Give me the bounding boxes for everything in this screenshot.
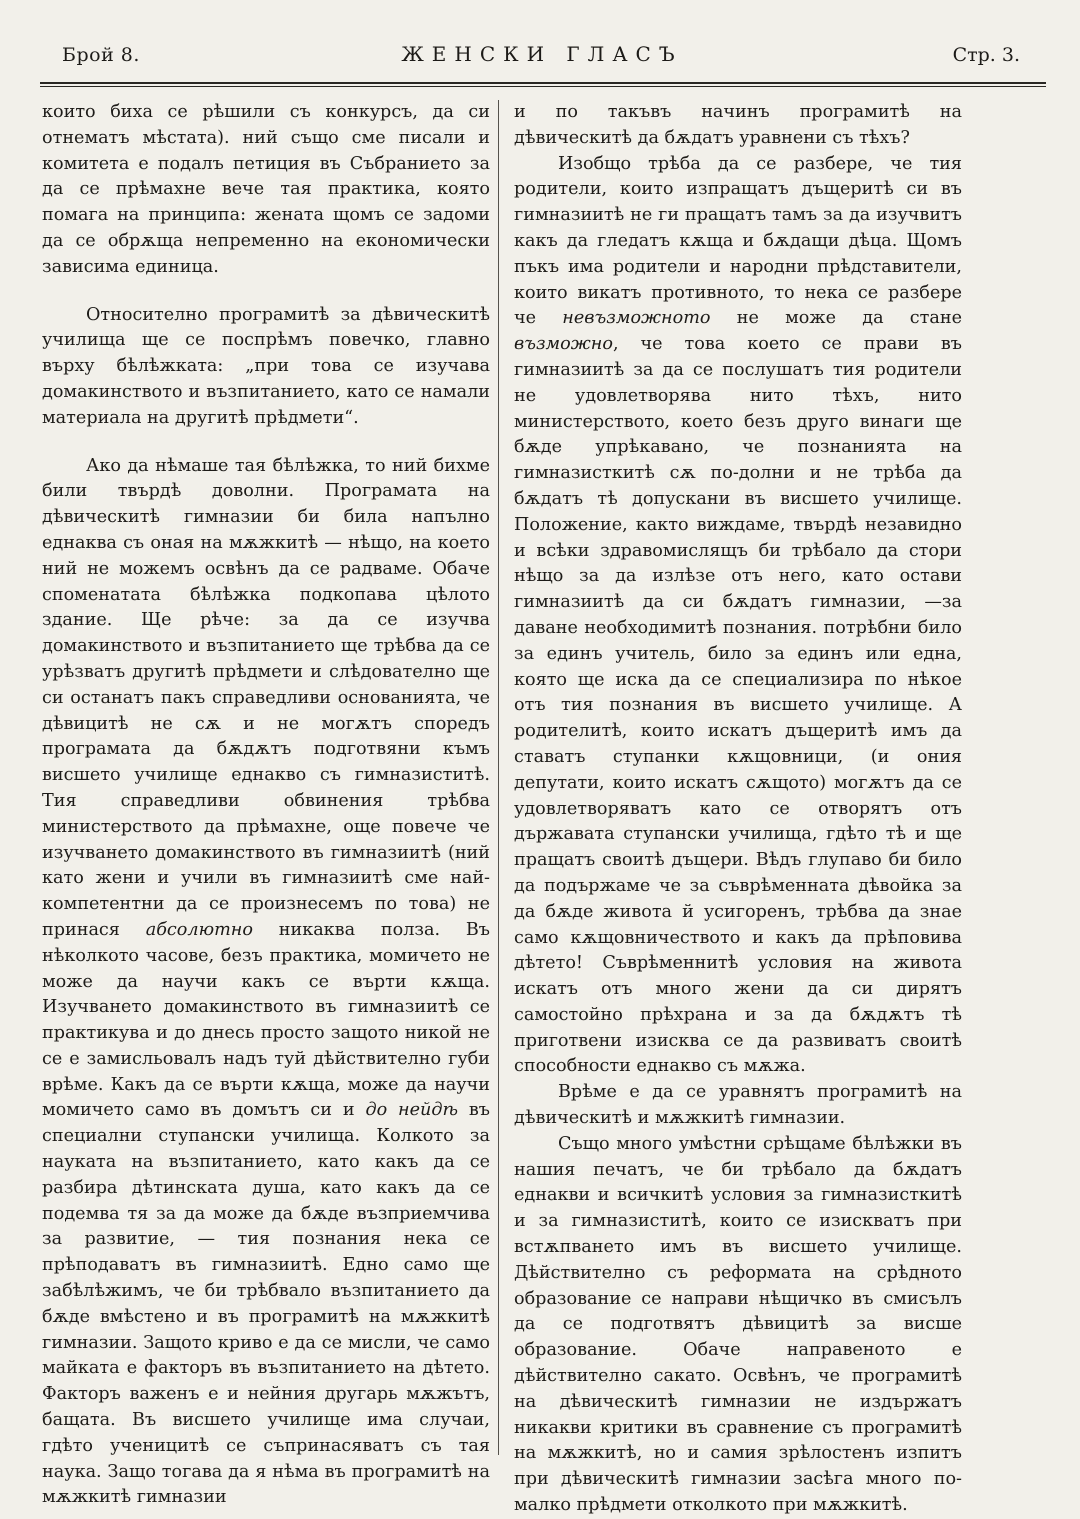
paragraph (42, 454, 490, 1512)
italic-word: възможно (514, 334, 613, 355)
text-run: въ специални ступански училища. Колкото за науката на възпитанието, като какъ да се разбира дѣтинската душа, като какъ да се подемва тя за да може да бѫде възприемчива за развитие, — тия познания нека се прѣподаватъ въ гимназиитѣ. Едно само ще забѣлѣжимъ, че би трѣбвало възпитанието да бѫде вмѣстено и въ програмитѣ на мѫжкитѣ гимназии. Защото криво е да се мисли, че само майката е факторъ въ възпитанието на дѣтето. Факторъ важенъ е и нейния другарь мѫжътъ, бащата. Въ висшето училище има случаи, гдѣто ученицитѣ се съпринасяватъ съ тая наука. Защо тогава да я нѣма въ програмитѣ на мѫжкитѣ гимназии (42, 1100, 490, 1508)
text-run: Ако да нѣмаше тая бѣлѣжка, то ний бихме били твърдѣ доволни. Програмата на дѣвическитѣ гимназии би била напълно еднаква съ оная на мѫжкитѣ — нѣщо, на което ний не можемъ освѣнъ да се радваме. Обаче споменатата бѣлѣжка подкопава цѣлото здание. Ще рѣче: за да се изучва домакинството и възпитанието ще трѣбва да се урѣзватъ другитѣ прѣдмети и слѣдователно ще си останатъ пакъ справедливи основанията, че дѣвицитѣ не сѫ и не могѫтъ споредъ програмата да бѫдѫтъ подготвяни къмъ висшето училище еднакво съ гимназиститѣ. Тия справедливи обвинения трѣбва министерството да прѣмахне, още повече че изучването домакинството въ гимназиитѣ (ний като жени и учили въ гимназиитѣ сме най-компетентни да се произнесемъ по това) не принася (42, 455, 490, 940)
italic-word: до нейдѣ (365, 1100, 459, 1121)
paragraph: Също много умѣстни срѣщаме бѣлѣжки въ нашия печатъ, че би трѣбало да бѫдатъ еднакви и всичкитѣ условия за гимназисткитѣ и за гимназиститѣ, които се изискватъ при встѫпването имъ въ висшето училище. Дѣйствително съ реформата на срѣдното образование се направи нѣщичко въ смисълъ да се подготвятъ дѣвицитѣ за висше образование. Обаче направеното е дѣйствително сакато. Освѣнъ, че програмитѣ на дѣвическитѣ гимназии не издържатъ никакви критики въ сравнение съ програмитѣ на мѫжкитѣ, но и самия зрѣлостенъ изпитъ при дѣвическитѣ гимназии засѣга много по-малко прѣдмети отколкото при мѫжкитѣ. (514, 1133, 962, 1516)
left-column (42, 100, 490, 1511)
italic-word: невъзможното (562, 308, 711, 329)
text-run: Изобщо трѣба да се разбере, че тия родители, които изпращатъ дъщеритѣ си въ гимназиитѣ не ги пращатъ тамъ за да изучвитъ какъ да гледатъ кѫща и бѫдащи дѣца. Щомъ пъкъ има родители и народни прѣдставители, които викатъ противното, то нека се разбере че (514, 153, 962, 329)
text-run: никаква полза. Въ нѣколкото часове, безъ практика, момичето не може да научи какъ се върти кѫща. Изучването домакинството въ гимназиитѣ се практикува и до днесь просто защото никой не се е замисльовалъ надъ туй дѣйствително губи врѣме. Какъ да се върти кѫща, може да научи момичето само въ домътъ си и (42, 919, 490, 1121)
paragraph: Врѣме е да се уравнятъ програмитѣ на дѣвическитѣ и мѫжкитѣ гимназии. (514, 1082, 962, 1129)
page-header (42, 38, 1042, 72)
text-run: не може да стане (710, 308, 963, 329)
paragraph: които биха се рѣшили съ конкурсъ, да си отнематъ мѣстата). ний също сме писали и комитета е подалъ петиция въ Събранието за да се прѣмахне вече тая практика, която помага на принципа: жената щомъ се задоми да се обрѫща непременно на економически зависима единица. (42, 102, 490, 277)
issue-number: Брой 8. (62, 44, 140, 66)
page-number: Стр. 3. (952, 44, 1020, 66)
italic-word: абсолютно (145, 919, 253, 940)
paragraph: и по такъвъ начинъ програмитѣ на дѣвическитѣ да бѫдатъ уравнени съ тѣхъ? (514, 102, 962, 148)
paragraph: Относително програмитѣ за дѣвическитѣ училища ще се поспрѣмъ повечко, главно върху бѣлѣжката: „при това се изучава домакинството и възпитанието, като се намали материала на другитѣ прѣдмети“. (42, 304, 490, 428)
paragraph (514, 152, 962, 1081)
text-run: , че това което се прави въ гимназиитѣ за да се послушатъ тия родители не удовлетворява нито тѣхъ, нито министерството, което безъ друго винаги ще бѫде упрѣкавано, че познанията на гимназисткитѣ сѫ по-долни и не трѣба да бѫдатъ тѣ допускани въ висшето училище. Положение, както виждаме, твърдѣ незавидно и всѣки здравомислящъ би трѣбало да стори нѣщо за да излѣзе отъ него, като остави гимназиитѣ да си бѫдатъ гимназии, —за даване необходимитѣ познания. потрѣбни било за единъ учитель, било за единъ или една, която ще иска да се специализира по нѣкое отъ тия познания въ висшето училище. А родителитѣ, които искатъ дъщеритѣ имъ да ставатъ ступанки кѫщовници, (и ония депутати, които искатъ сѫщото) могѫтъ да се удовлетворяватъ като се отворятъ отъ държавата ступански училища, гдѣто тѣ и ще пращатъ своитѣ дъщери. Вѣдъ глупаво би било да подържаме че за съврѣменната дѣвойка за да бѫде живота й усигоренъ, трѣбва да знае само кѫщовничеството и какъ да прѣповива дѣтето! Съврѣменнитѣ условия на живота искатъ отъ много жени да си дирятъ самостойно прѣхрана и за да бѫдѫтъ тѣ приготвени изисква се да развиватъ своитѣ способности еднакво съ мѫжа. (514, 334, 962, 1077)
masthead-title: ЖЕНСКИ ГЛАСЪ (401, 42, 683, 66)
right-column (514, 100, 962, 1519)
column-divider (498, 100, 499, 1455)
header-rule (40, 82, 1046, 87)
